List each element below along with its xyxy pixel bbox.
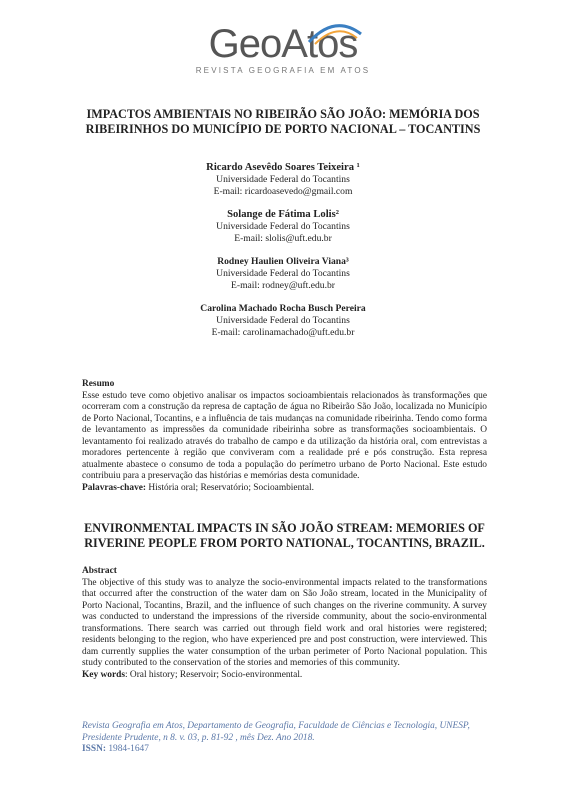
author-name: Rodney Haulien Oliveira Viana³ [217,256,349,267]
author-affiliation: Universidade Federal do Tocantins [216,268,350,279]
resumo-keywords-value: História oral; Reservatório; Socioambiental. [146,482,314,493]
abstract-keywords-label: Key words [82,669,125,680]
abstract-keywords [82,670,487,682]
paper-title: IMPACTOS AMBIENTAIS NO RIBEIRÃO SÃO JOÃO: MEMÓRIA DOS RIBEIRINHOS DO MUNICÍPIO DE PORTO NACIONAL – TOCANTINS [85,107,481,136]
resumo-keywords-label: Palavras-chave: [82,482,147,493]
issn-value: 1984-1647 [105,744,149,754]
journal-logo [0,24,566,75]
citation-footer [82,721,487,756]
english-title: ENVIRONMENTAL IMPACTS IN SÃO JOÃO STREAM: MEMORIES OF RIVERINE PEOPLE FROM PORTO NATIONAL, TOCANTINS, BRAZIL. [84,521,485,550]
issn-label: ISSN: [82,744,106,754]
resumo-keywords [82,483,487,495]
abstract-heading: Abstract [82,566,117,576]
author-2 [0,208,566,244]
author-email[interactable]: E-mail: carolinamachado@uft.edu.br [211,326,355,338]
author-email[interactable]: E-mail: ricardoasevedo@gmail.com [213,185,353,197]
author-affiliation: Universidade Federal do Tocantins [216,174,350,185]
author-4 [0,302,566,338]
resumo-section [82,379,487,494]
author-name: Carolina Machado Rocha Busch Pereira [200,303,366,314]
resumo-heading: Resumo [82,379,115,389]
author-list [0,161,566,349]
author-name: Solange de Fátima Lolis² [227,209,339,220]
logo-wordmark [209,24,358,64]
author-1 [0,161,566,197]
author-email[interactable]: E-mail: rodney@uft.edu.br [231,279,335,291]
logo-arc-icon [305,20,365,46]
citation-text: Revista Geografia em Atos, Departamento de Geografia, Faculdade de Ciências e Tecnologia, UNESP, Presidente Prudente, n 8. v. 03, p. 81-92 , mês Dez. Ano 2018. [82,721,470,743]
abstract-text: The objective of this study was to analyze the socio-environmental impacts related to the transformations that occurred after the construction of the water dam on São João stream, located in the Municipality of Porto Nacional, Tocantins, Brazil, and the influence of such changes on the riverine community. A survey was conducted to understand the impressions of the riverside community, about the socio-environmental transformations. There search was carried out through field work and oral histories were registered; residents belonging to the region, who have experienced pre and post construction, were interviewed. This dam currently supplies the water consumption of the urban perimeter of Porto Nacional population. This study contributed to the conservation of the stories and memories of this community. [82,577,487,668]
author-affiliation: Universidade Federal do Tocantins [216,315,350,326]
author-affiliation: Universidade Federal do Tocantins [216,221,350,232]
author-email[interactable]: E-mail: slolis@uft.edu.br [234,232,332,244]
logo-geo: Geo [208,22,282,66]
logo-subtitle: REVISTA GEOGRAFIA EM ATOS [195,66,371,75]
author-name: Ricardo Asevêdo Soares Teixeira ¹ [206,162,360,173]
logo-atos: Atos [281,22,358,66]
resumo-text: Esse estudo teve como objetivo analisar os impactos socioambientais relacionados às transformações que ocorreram com a construção da represa de captação de água no Ribeirão São João, localizada no Município de Porto Nacional, Tocantins, e a influência de tais mudanças na comunidade ribeirinha. Tendo como forma de levantamento as impressões da comunidade ribeirinha sobre as transformações socioambientais. O levantamento foi realizado através do trabalho de campo e da utilização da história oral, com entrevistas a moradores pertencente à região que conviveram com a realidade pré e pós construção. Esta represa atualmente abastece o consumo de toda a população do perímetro urbano de Porto Nacional. Este estudo contribuiu para a preservação das histórias e memórias desta comunidade. [82,390,487,481]
abstract-section [82,566,487,681]
issn-line [82,744,487,756]
author-3 [0,255,566,291]
abstract-keywords-value: : Oral history; Reservoir; Socio-environmental. [124,669,303,680]
